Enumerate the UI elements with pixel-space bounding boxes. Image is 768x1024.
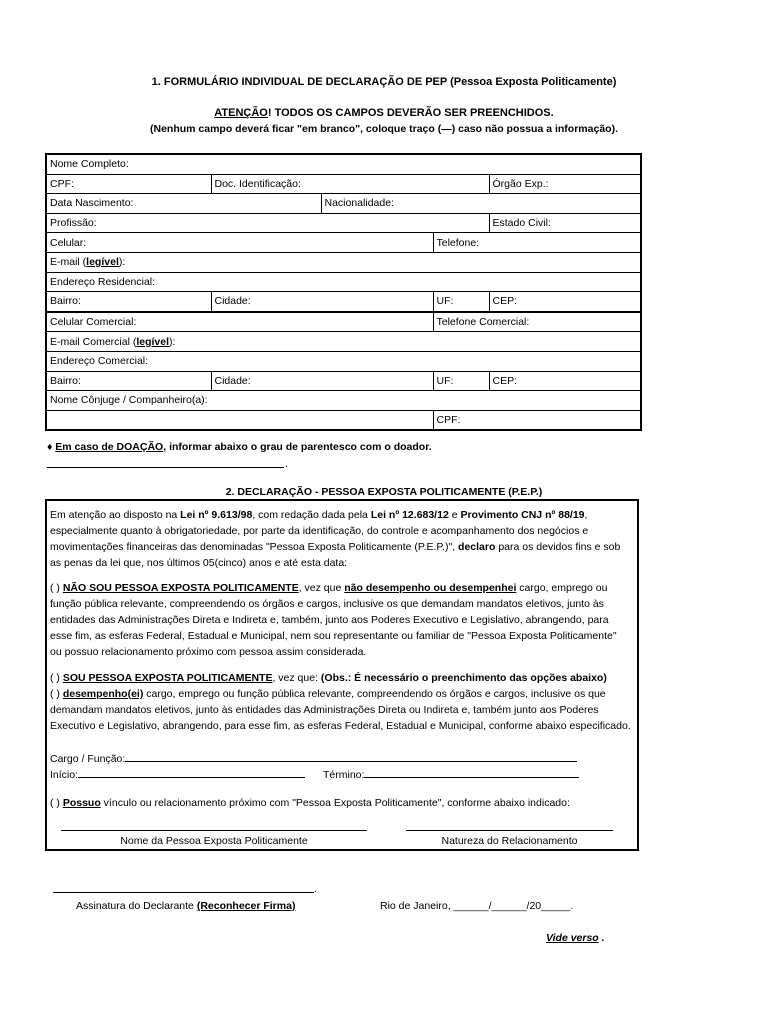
field-profissao[interactable]: Profissão:: [46, 213, 489, 233]
inicio-line[interactable]: [78, 767, 305, 778]
inicio-label: Início:: [50, 769, 79, 781]
nao-line-2: função pública relevante, compreendendo os órgãos e cargos, inclusive os que demandam mandatos eletivos, junto às: [50, 598, 604, 610]
attention-rest: ! TODOS OS CAMPOS DEVERÃO SER PREENCHIDOS.: [267, 107, 554, 119]
email-comercial-suffix: ):: [169, 335, 176, 348]
intro-line-4: as penas da lei que, nos últimos 05(cinco) anos e até esta data:: [50, 557, 348, 569]
field-uf[interactable]: UF:: [433, 292, 489, 312]
intro-line-2: especialmente quanto à obrigatoriedade, por parte da identificação, do controle e acompanhamento dos negócios e: [50, 525, 589, 537]
field-nacionalidade[interactable]: Nacionalidade:: [321, 194, 641, 214]
termino-label: Término:: [323, 769, 365, 781]
signature-label: Assinatura do Declarante (Reconhecer Firma): [76, 900, 296, 912]
field-telefone-comercial[interactable]: Telefone Comercial:: [433, 312, 641, 332]
intro-line-3: movimentações financeiras das denominadas "Pessoa Exposta Politicamente (P.E.P.)", declaro para os devidos fins e sob: [50, 541, 621, 553]
declaration-box: [45, 499, 639, 851]
field-nome-conjuge[interactable]: Nome Cônjuge / Companheiro(a):: [46, 391, 641, 411]
option-nao-sou-pep[interactable]: ( ) NÃO SOU PESSOA EXPOSTA POLITICAMENTE, vez que não desempenho ou desempenhei cargo, emprego ou: [50, 582, 608, 594]
attention-note: (Nenhum campo deverá ficar "em branco", coloque traço (—) caso não possua a informação).: [150, 123, 618, 135]
field-conjuge-blank[interactable]: [46, 410, 433, 430]
email-comercial-legivel: legível: [136, 335, 170, 348]
nome-pep-label: Nome da Pessoa Exposta Politicamente: [120, 835, 308, 847]
nao-line-5: ou possuo relacionamento próximo com pessoa assim considerada.: [50, 646, 367, 658]
checkbox-sou: ( ): [50, 672, 63, 684]
field-estado-civil[interactable]: Estado Civil:: [489, 213, 641, 233]
field-data-nascimento[interactable]: Data Nascimento:: [46, 194, 321, 214]
doacao-underlined: Em caso de DOAÇÃO: [55, 441, 164, 453]
field-uf-comercial[interactable]: UF:: [433, 371, 489, 391]
field-bairro[interactable]: Bairro:: [46, 292, 211, 312]
checkbox-desempenho: ( ): [50, 688, 63, 700]
form-title: 1. FORMULÁRIO INDIVIDUAL DE DECLARAÇÃO DE PEP (Pessoa Exposta Politicamente): [151, 76, 617, 88]
field-email[interactable]: [46, 252, 641, 272]
vide-verso: Vide verso .: [546, 932, 605, 944]
checkbox-nao-sou: ( ): [50, 582, 63, 594]
diamond-bullet-icon: ♦: [47, 441, 53, 453]
field-endereco-residencial[interactable]: Endereço Residencial:: [46, 272, 641, 292]
option-sou-pep[interactable]: ( ) SOU PESSOA EXPOSTA POLITICAMENTE, vez que: (Obs.: É necessário o preenchimento das opções abaixo): [50, 672, 607, 684]
option-desempenho[interactable]: ( ) desempenho(ei) cargo, emprego ou função pública relevante, compreendendo os órgãos e cargos, inclusive os que: [50, 688, 606, 700]
doacao-rest: , informar abaixo o grau de parentesco com o doador.: [163, 441, 432, 453]
nao-line-3: entidades das Administrações Direta e Indireta e, também, junto aos Poderes Executivo e Legislativo, abrangendo, para: [50, 614, 609, 626]
field-bairro-comercial[interactable]: Bairro:: [46, 371, 211, 391]
field-cep-comercial[interactable]: CEP:: [489, 371, 641, 391]
field-cidade[interactable]: Cidade:: [211, 292, 433, 312]
attention-word: ATENÇÃO: [214, 107, 268, 119]
cargo-line[interactable]: [125, 751, 577, 762]
sou-line-4: Executivo e Legislativo, abrangendo, para esse fim, as esferas Federal, Estadual e Municipal, conforme abaixo especificado.: [50, 720, 631, 732]
checkbox-possuo: ( ): [50, 797, 63, 809]
attention-line: [0, 107, 768, 119]
field-email-comercial[interactable]: [46, 332, 641, 352]
nao-line-4: esse fim, as esferas Federal, Estadual e Municipal, nem sou representante ou familiar de "Pessoa Exposta Politicamente": [50, 630, 617, 642]
field-cidade-comercial[interactable]: Cidade:: [211, 371, 433, 391]
personal-data-table: [45, 153, 642, 431]
termino-line[interactable]: [364, 767, 579, 778]
natureza-label: Natureza do Relacionamento: [441, 835, 578, 847]
section2-title: 2. DECLARAÇÃO - PESSOA EXPOSTA POLITICAMENTE (P.E.P.): [225, 486, 543, 498]
field-nome-completo[interactable]: Nome Completo:: [46, 154, 641, 174]
doacao-answer-line[interactable]: [47, 467, 284, 468]
email-prefix: E-mail (: [50, 256, 87, 269]
field-cpf[interactable]: CPF:: [46, 174, 211, 194]
field-endereco-comercial[interactable]: Endereço Comercial:: [46, 351, 641, 371]
field-orgao-exp[interactable]: Órgão Exp.:: [489, 174, 641, 194]
signature-line[interactable]: [53, 892, 314, 893]
field-doc-identificacao[interactable]: Doc. Identificação:: [211, 174, 489, 194]
field-cep[interactable]: CEP:: [489, 292, 641, 312]
field-celular[interactable]: Celular:: [46, 233, 433, 253]
email-legivel: legível: [86, 256, 119, 269]
place-date[interactable]: Rio de Janeiro, ______/______/20_____.: [380, 900, 574, 912]
signature-dot: .: [314, 883, 317, 895]
field-cpf-conjuge[interactable]: CPF:: [433, 410, 641, 430]
intro-line-1: Em atenção ao disposto na Lei nº 9.613/98, com redação dada pela Lei nº 12.683/12 e Provimento CNJ nº 88/19,: [50, 509, 588, 521]
field-celular-comercial[interactable]: Celular Comercial:: [46, 312, 433, 332]
doacao-dot: .: [285, 458, 288, 470]
email-suffix: ):: [118, 256, 126, 269]
nome-pep-line[interactable]: [61, 830, 367, 831]
option-possuo[interactable]: ( ) Possuo vínculo ou relacionamento próximo com "Pessoa Exposta Politicamente", conforme abaixo indicado:: [50, 797, 570, 809]
cargo-label: Cargo / Função:: [50, 753, 126, 765]
doacao-instruction: [47, 441, 432, 453]
field-telefone[interactable]: Telefone:: [433, 233, 641, 253]
inicio-termino-row: [50, 767, 638, 783]
sou-line-3: demandam mandatos eletivos, junto às entidades das Administrações Direta ou Indireta e, também junto aos Poderes: [50, 704, 599, 716]
cargo-row[interactable]: [50, 751, 638, 767]
email-comercial-prefix: E-mail Comercial (: [50, 335, 137, 348]
natureza-line[interactable]: [406, 830, 613, 831]
